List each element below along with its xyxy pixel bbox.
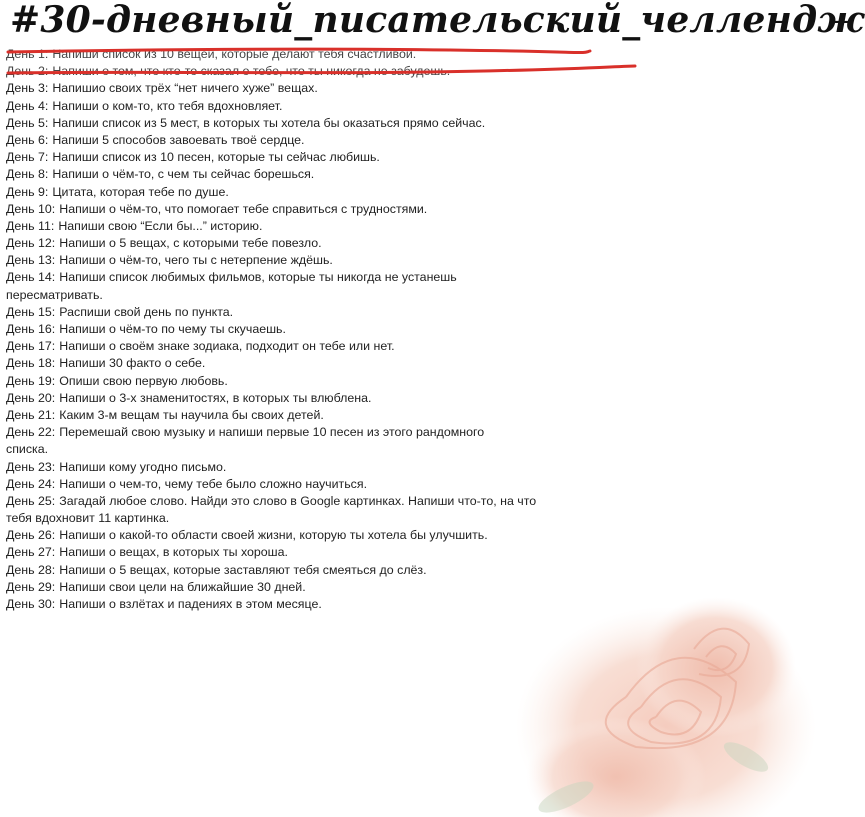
task-text: Напиши список из 10 вещей, которые делают тебя счастливой.: [52, 47, 417, 61]
list-item: [6, 80, 734, 97]
list-item: [6, 579, 734, 596]
task-text: Загадай любое слово. Найди это слово в Google картинках. Напиши что-то, на что: [59, 493, 537, 508]
list-item: [6, 149, 734, 166]
list-item: [6, 355, 734, 372]
list-item: [6, 459, 734, 476]
day-label: День 30:: [6, 597, 56, 611]
list-item: [6, 46, 734, 63]
day-label: День 8:: [6, 167, 49, 182]
day-label: День 18:: [6, 356, 56, 371]
list-item: [6, 252, 734, 269]
task-text: Напиши о 5 вещах, которые заставляют тебя смеяться до слёз.: [59, 562, 427, 577]
task-text: Напиши о чём-то, что помогает тебе справиться с трудностями.: [59, 201, 428, 216]
day-label: День 5:: [6, 115, 49, 130]
day-label: День 11:: [6, 218, 55, 233]
list-item: [6, 596, 734, 613]
day-label: День 3:: [6, 81, 49, 96]
list-item: [6, 476, 734, 493]
task-text: Напиши кому угодно письмо.: [59, 459, 227, 474]
list-item: [6, 407, 734, 424]
task-text: Напишио своих трёх “нет ничего хуже” вещах.: [52, 81, 318, 96]
list-item: [6, 166, 734, 183]
task-text: Напиши о том, что кто-то сказал о тебе, что ты никогда не забудешь.: [52, 64, 451, 79]
day-label: День 23:: [6, 459, 56, 474]
task-text: Напиши о какой-то области своей жизни, которую ты хотела бы улучшить.: [59, 528, 488, 543]
list-item: [6, 338, 734, 355]
task-text: Напиши список любимых фильмов, которые ты никогда не устанешь: [59, 270, 457, 285]
day-label: День 16:: [6, 322, 56, 336]
day-label: День 22:: [6, 425, 56, 440]
day-label: День 29:: [6, 579, 56, 594]
day-label: День 4:: [6, 98, 49, 113]
task-text: Напиши 30 факто о себе.: [59, 356, 206, 371]
day-label: День 1:: [6, 47, 49, 61]
task-text: Напиши список из 5 мест, в которых ты хотела бы оказаться прямо сейчас.: [52, 115, 486, 130]
task-text: Напиши о своём знаке зодиака, подходит он тебе или нет.: [59, 339, 395, 354]
day-label: День 26:: [6, 528, 56, 543]
day-label: День 6:: [6, 132, 49, 147]
list-item: [6, 63, 734, 80]
list-item: [6, 373, 734, 390]
day-label: День 13:: [6, 253, 56, 268]
day-label: День 21:: [6, 407, 56, 422]
list-item: [6, 390, 734, 407]
task-text: Напиши о чём-то по чему ты скучаешь.: [59, 322, 286, 336]
list-item: [6, 98, 734, 115]
task-text: пересматривать.: [6, 287, 103, 302]
task-text: Напиши о 3-х знаменитостях, в которых ты влюблена.: [59, 390, 372, 405]
list-item: [6, 115, 734, 132]
task-text: Каким 3-м вещам ты научила бы своих детей.: [59, 407, 324, 422]
day-label: День 24:: [6, 476, 56, 491]
list-item: [6, 269, 734, 286]
task-text: Напиши о чем-то, чему тебе было сложно научиться.: [59, 476, 368, 491]
list-item: [6, 441, 734, 458]
day-label: День 17:: [6, 339, 56, 354]
list-item: [6, 287, 734, 304]
task-text: Напиши 5 способов завоевать твоё сердце.: [52, 132, 305, 147]
day-label: День 14:: [6, 270, 56, 285]
list-item: [6, 527, 734, 544]
task-text: Напиши список из 10 песен, которые ты сейчас любишь.: [52, 150, 380, 165]
task-text: Напиши свои цели на ближайшие 30 дней.: [59, 579, 306, 594]
page-title: #30-дневный_писательский_челлендж: [10, 0, 865, 41]
list-item: [6, 544, 734, 561]
task-text: списка.: [6, 442, 49, 457]
task-text: Напиши свою “Если бы...” историю.: [58, 218, 263, 233]
day-label: День 12:: [6, 236, 56, 251]
list-item: [6, 235, 734, 252]
task-text: Напиши о чём-то, с чем ты сейчас борешься.: [52, 167, 315, 182]
day-label: День 7:: [6, 150, 49, 165]
day-label: День 28:: [6, 562, 56, 577]
day-label: День 2:: [6, 64, 49, 79]
task-text: Перемешай свою музыку и напиши первые 10 песен из этого рандомного: [59, 425, 485, 440]
list-item: [6, 304, 734, 321]
task-text: тебя вдохновит 11 картинка.: [6, 511, 170, 526]
day-label: День 19:: [6, 373, 56, 388]
day-label: День 25:: [6, 493, 56, 508]
day-label: День 15:: [6, 304, 56, 319]
day-label: День 10:: [6, 201, 56, 216]
task-text: Напиши о ком-то, кто тебя вдохновляет.: [52, 98, 283, 113]
task-text: Цитата, которая тебе по душе.: [52, 184, 229, 199]
day-label: День 20:: [6, 390, 56, 405]
list-item: [6, 424, 734, 441]
task-text: Опиши свою первую любовь.: [59, 373, 228, 388]
list-item: [6, 218, 734, 235]
task-text: Напиши о 5 вещах, с которыми тебе повезло.: [59, 236, 322, 251]
day-label: День 9:: [6, 184, 49, 199]
task-text: Напиши о вещах, в которых ты хороша.: [59, 545, 288, 560]
list-item: [6, 132, 734, 149]
list-item: [6, 201, 734, 218]
list-item: [6, 510, 734, 527]
list-item: [6, 493, 734, 510]
list-item: [6, 562, 734, 579]
list-item: [6, 184, 734, 201]
list-item: [6, 321, 734, 338]
day-label: День 27:: [6, 545, 56, 560]
challenge-list: [6, 46, 734, 613]
task-text: Распиши свой день по пункта.: [59, 304, 234, 319]
task-text: Напиши о чём-то, чего ты с нетерпение ждёшь.: [59, 253, 333, 268]
task-text: Напиши о взлётах и падениях в этом месяце.: [59, 597, 322, 611]
